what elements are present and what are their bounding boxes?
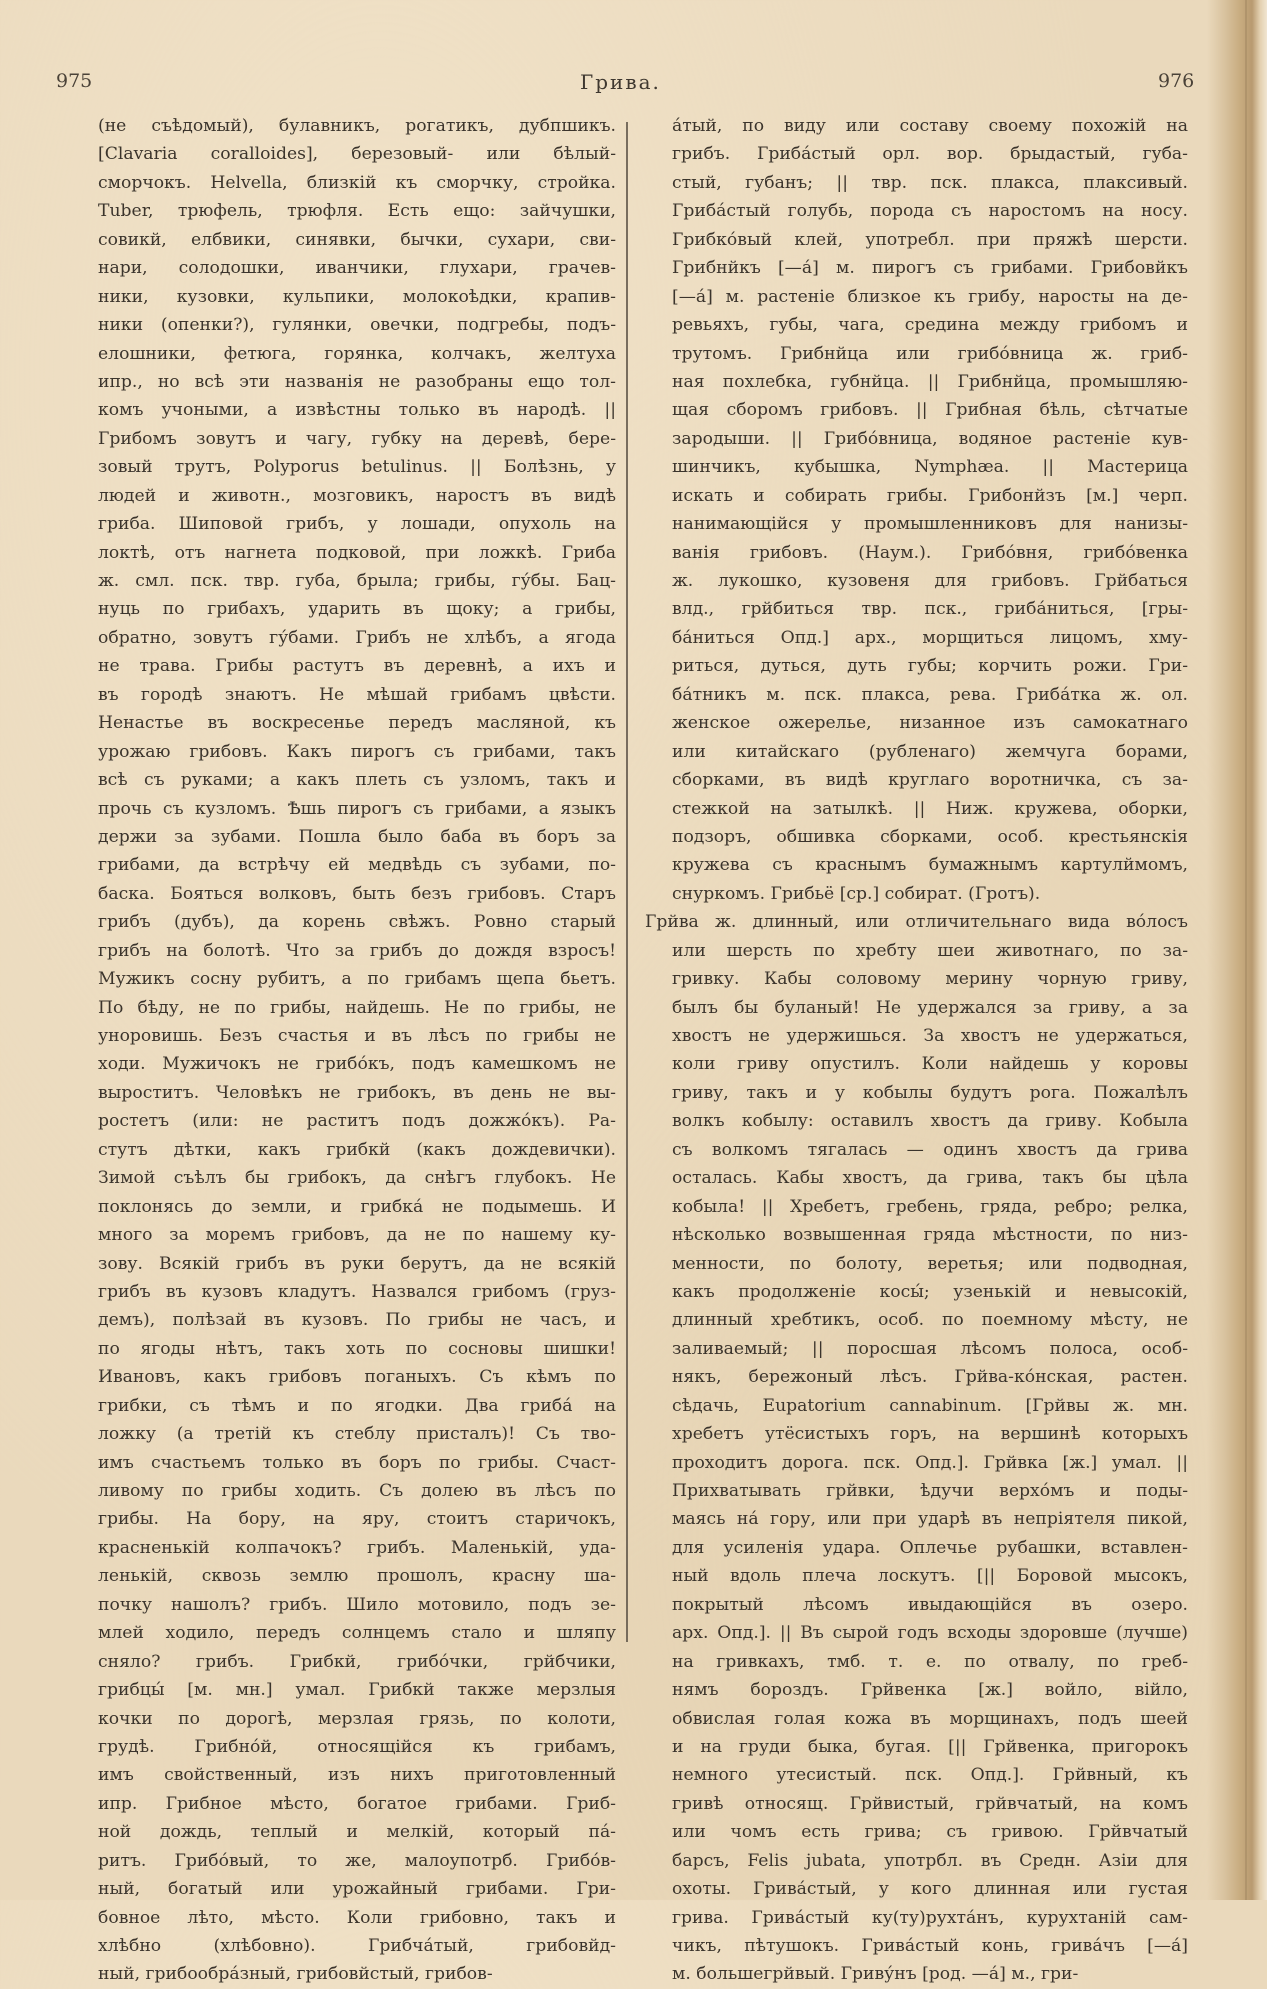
text-line: бовное лѣто, мѣсто. Коли грибовно, такъ и: [98, 1907, 616, 1928]
text-line: кочки по дорогѣ, мерзлая грязь, по колоти,: [98, 1708, 616, 1729]
text-line: ритъ. Грибо́вый, то же, малоупотрб. Грибо́в-: [98, 1850, 616, 1871]
text-line: или чомъ есть грива; съ гривою. Грйвчатый: [672, 1822, 1188, 1843]
text-line: зову. Всякій грибъ въ руки берутъ, да не всякій: [98, 1253, 616, 1274]
text-line: хребетъ утёсистыхъ горъ, на вершинѣ которыхъ: [672, 1424, 1188, 1445]
running-title: Грива.: [580, 70, 661, 94]
text-line: урожаю грибовъ. Какъ пирогъ съ грибами, такъ: [98, 741, 616, 762]
text-line: поклонясь до земли, и грибка́ не подымешь. И: [98, 1196, 616, 1217]
text-line: грудѣ. Грибно́й, относящійся къ грибамъ,: [98, 1736, 616, 1757]
text-line: держи за зубами. Пошла было баба въ боръ за: [98, 826, 616, 847]
text-line: длинный хребтикъ, особ. по поемному мѣсту, не: [672, 1310, 1188, 1331]
text-line: грибки, съ тѣмъ и по ягодки. Два гриба́ на: [98, 1395, 616, 1416]
text-line: Зимой съѣлъ бы грибокъ, да снѣгъ глубокъ. Не: [98, 1168, 616, 1189]
text-line: ная похлебка, губнйца. || Грибнйца, промышляю-: [672, 371, 1188, 392]
text-line: демъ), полѣзай въ кузовъ. По грибы не часъ, и: [98, 1310, 616, 1331]
text-line: выроститъ. Человѣкъ не грибокъ, въ день не вы-: [98, 1082, 616, 1103]
text-line: а́тый, по виду или составу своему похожій на: [672, 116, 1188, 136]
text-line: нямъ бороздъ. Грйвенка [ж.] войло, війло,: [672, 1680, 1188, 1701]
text-line: менности, по болоту, веретья; или подводная,: [672, 1253, 1188, 1274]
text-line: ростетъ (или: не раститъ подъ дожжо́къ). Ра-: [98, 1111, 616, 1132]
text-line: някъ, бережоный лѣсъ. Грйва-ко́нская, растен.: [672, 1367, 1188, 1388]
text-line: грибами, да встрѣчу ей медвѣдь съ зубами, по-: [98, 855, 616, 876]
text-line: ной дождь, теплый и мелкій, который па́-: [98, 1822, 616, 1843]
text-line: ходи. Мужичокъ не грибо́къ, подъ камешкомъ не: [98, 1054, 616, 1075]
text-line: волкъ кобылу: оставилъ хвостъ да гриву. Кобыла: [672, 1111, 1188, 1132]
text-line: ж. лукошко, кузовеня для грибовъ. Грйбаться: [672, 571, 1188, 591]
text-line: стый, губанъ; || твр. пск. плакса, плаксивый.: [672, 172, 1188, 193]
text-line: [—а́] м. растеніе близкое къ грибу, наросты на де-: [672, 286, 1188, 307]
text-line: грибъ въ кузовъ кладутъ. Назвался грибомъ (груз-: [98, 1281, 616, 1302]
text-line: Грйва ж. длинный, или отличительнаго вида во́лосъ: [645, 912, 1188, 933]
text-line: и на груди быка, бугая. [|| Грйвенка, пригорокъ: [672, 1736, 1188, 1757]
text-line: красненькій колпачокъ? грибъ. Маленькій, уда-: [98, 1537, 616, 1558]
text-line: Прихватывать грйвки, ѣдучи верхо́мъ и поды-: [672, 1481, 1188, 1501]
text-line: снуркомъ. Грибьё [ср.] собират. (Гротъ).: [672, 883, 1041, 904]
text-line: имъ счастьемъ только въ боръ по грибы. Счаст-: [98, 1452, 616, 1473]
text-line: Грибко́вый клей, употребл. при пряжѣ шерсти.: [672, 229, 1188, 250]
text-line: кобыла! || Хребетъ, гребень, гряда, ребро; релка,: [672, 1196, 1188, 1217]
text-line: баска. Бояться волковъ, быть безъ грибовъ. Старъ: [98, 883, 616, 904]
text-line: Грибнйкъ [—а́] м. пирогъ съ грибами. Грибовйкъ: [672, 258, 1188, 279]
text-line: ливому по грибы ходить. Съ долею въ лѣсъ по: [98, 1481, 616, 1501]
text-line: грибъ на болотѣ. Что за грибъ до дождя взросъ!: [98, 940, 616, 961]
text-line: ж. смл. пск. твр. губа, брыла; грибы, гу́бы. Бац-: [98, 571, 616, 591]
text-line: ипр. Грибное мѣсто, богатое грибами. Гриб-: [98, 1793, 616, 1814]
text-line: кружева съ краснымъ бумажнымъ картулймомъ,: [672, 855, 1188, 876]
text-line: нѣсколько возвышенная гряда мѣстности, по низ-: [672, 1225, 1188, 1246]
text-line: для усиленія удара. Оплечье рубашки, вставлен-: [672, 1537, 1188, 1558]
text-line: не трава. Грибы растутъ въ деревнѣ, а ихъ и: [98, 656, 616, 677]
text-line: грибы. На бору, на яру, стоитъ старичокъ,: [98, 1509, 616, 1530]
left-column: [98, 112, 616, 1989]
text-line: Tuber, трюфель, трюфля. Есть ещо: зайчушки,: [98, 201, 616, 222]
text-line: ный вдоль плеча лоскутъ. [|| Боровой мысокъ,: [672, 1566, 1188, 1587]
text-line: искать и собирать грибы. Грибонйзъ [м.] черп.: [672, 485, 1188, 506]
text-line: ленькій, сквозь землю прошолъ, красну ша-: [98, 1566, 616, 1587]
text-line: ложку (а третій къ стеблу присталъ)! Съ тво-: [98, 1424, 616, 1445]
book-spine-shadow: [1207, 0, 1267, 1900]
text-line: нуць по грибахъ, ударить въ щоку; а грибы,: [98, 599, 616, 620]
text-line: (не съѣдомый), булавникъ, рогатикъ, дубпшикъ.: [98, 116, 616, 136]
text-line: коли гриву опустилъ. Коли найдешь у коровы: [672, 1054, 1188, 1075]
column-divider: [626, 122, 628, 1642]
text-line: уноровишь. Безъ счастья и въ лѣсъ по грибы не: [98, 1026, 616, 1046]
text-line: маясь на́ гору, или при ударѣ въ непріятеля пикой,: [672, 1509, 1188, 1530]
text-line: ники, кузовки, кульпики, молокоѣдки, крапив-: [98, 286, 616, 307]
text-line: или китайскаго (рубленаго) жемчуга борами,: [672, 741, 1188, 762]
text-line: щая сборомъ грибовъ. || Грибная бѣль, сѣтчатые: [672, 400, 1188, 421]
text-line: Грибомъ зовутъ и чагу, губку на деревѣ, бере-: [98, 428, 616, 449]
page-header: [0, 70, 1267, 100]
text-line: какъ продолженіе косы́; узенькій и невысокій,: [672, 1281, 1188, 1302]
text-line: совикй, елбвики, синявки, бычки, сухари, сви-: [98, 229, 616, 250]
text-line: всѣ съ руками; а какъ плеть съ узломъ, такъ и: [98, 770, 616, 791]
text-line: ба́тникъ м. пск. плакса, рева. Гриба́тка ж. ол.: [672, 684, 1188, 705]
text-line: гриву, такъ и у кобылы будутъ рога. Пожалѣлъ: [672, 1082, 1188, 1103]
text-line: сѣдачь, Eupatorium cannabinum. [Грйвы ж. мн.: [672, 1395, 1188, 1416]
text-line: ипр., но всѣ эти названія не разобраны ещо тол-: [98, 371, 616, 392]
text-line: По бѣду, не по грибы, найдешь. Не по грибы, не: [98, 997, 616, 1018]
text-line: [Clavaria coralloides], березовый- или бѣлый-: [98, 144, 616, 165]
text-line: трутомъ. Грибнйца или грибо́вница ж. гриб-: [672, 343, 1188, 364]
text-line: грибъ. Гриба́стый орл. вор. брыдастый, губа-: [672, 144, 1188, 165]
text-line: хлѣбно (хлѣбовно). Грибча́тый, грибовйд-: [98, 1936, 616, 1956]
text-line: подзоръ, обшивка сборками, особ. крестьянскія: [672, 826, 1188, 847]
text-line: арх. Опд.]. || Въ сырой годъ всходы здоровше (лучше): [672, 1623, 1188, 1644]
text-line: ба́ниться Опд.] арх., морщиться лицомъ, хму-: [672, 627, 1188, 648]
text-line: въ городѣ знаютъ. Не мѣшай грибамъ цвѣсти.: [98, 684, 616, 705]
text-line: или шерсть по хребту шеи животнаго, по за-: [672, 940, 1188, 961]
text-line: ревьяхъ, губы, чага, средина между грибомъ и: [672, 315, 1188, 336]
text-line: охоты. Грива́стый, у кого длинная или густая: [672, 1879, 1188, 1900]
page-number-right: 976: [1158, 70, 1195, 92]
text-line: женское ожерелье, низанное изъ самокатнаго: [672, 713, 1188, 734]
text-line: гривку. Кабы соловому мерину чорную гриву,: [672, 969, 1188, 990]
text-line: влд., грйбиться твр. пск., гриба́ниться, [гры-: [672, 599, 1188, 620]
text-line: былъ бы буланый! Не удержался за гриву, а за: [672, 997, 1188, 1018]
text-line: осталась. Кабы хвостъ, да грива, такъ бы цѣла: [672, 1168, 1188, 1189]
text-line: ный, богатый или урожайный грибами. Гри-: [98, 1879, 616, 1900]
text-line: чикъ, пѣтушокъ. Грива́стый конь, грива́чъ [—а́]: [672, 1936, 1188, 1956]
text-line: людей и животн., мозговикъ, наростъ въ видѣ: [98, 485, 616, 506]
text-line: сморчокъ. Helvella, близкій къ сморчку, стройка.: [98, 172, 616, 193]
text-line: гриба. Шиповой грибъ, у лошади, опухоль на: [98, 514, 616, 535]
page-edge-line: [1245, 0, 1247, 1900]
text-line: локтѣ, отъ нагнета подковой, при ложкѣ. Гриба: [98, 542, 616, 563]
text-line: нанимающійся у промышленниковъ для нанизы-: [672, 514, 1188, 535]
text-line: Ненастье въ воскресенье передъ масляной, къ: [98, 713, 616, 734]
text-line: немного утесистый. пск. Опд.]. Грйвный, къ: [672, 1765, 1188, 1786]
text-line: сняло? грибъ. Грибкй, грибо́чки, грйбчики,: [98, 1651, 616, 1672]
text-line: имъ свойственный, изъ нихъ приготовленный: [98, 1765, 616, 1786]
text-line: шинчикъ, кубышка, Nymphæa. || Мастерица: [672, 457, 1188, 478]
text-line: ники (опенки?), гулянки, овечки, подгребы, подъ-: [98, 315, 616, 336]
page-number-left: 975: [56, 70, 93, 92]
text-line: Ивановъ, какъ грибовъ поганыхъ. Съ кѣмъ по: [98, 1367, 616, 1388]
text-line: заливаемый; || поросшая лѣсомъ полоса, особ-: [672, 1338, 1188, 1359]
text-line: елошники, фетюга, горянка, колчакъ, желтуха: [98, 343, 616, 364]
text-line: риться, дуться, дуть губы; корчить рожи. Гри-: [672, 656, 1188, 677]
text-line: покрытый лѣсомъ ивыдающійся въ озеро.: [672, 1594, 1188, 1615]
text-line: нари, солодошки, иванчики, глухари, грачев-: [98, 258, 616, 279]
text-line: обратно, зовутъ гу́бами. Грибъ не хлѣбъ, а ягода: [98, 627, 616, 648]
text-line: прочь съ кузломъ. Ѣшь пирогъ съ грибами, а языкъ: [98, 798, 616, 819]
text-line: много за моремъ грибовъ, да не по нашему ку-: [98, 1225, 616, 1246]
text-line: сборками, въ видѣ круглаго воротничка, съ за-: [672, 770, 1188, 791]
text-line: стутъ дѣтки, какъ грибкй (какъ дождевички).: [98, 1139, 616, 1160]
text-line: грибъ (дубъ), да корень свѣжъ. Ровно старый: [98, 912, 616, 933]
text-line: на гривкахъ, тмб. т. е. по отвалу, по греб-: [672, 1651, 1188, 1672]
text-line: грива. Грива́стый ку(ту)рухта́нъ, курухтаній сам-: [672, 1907, 1188, 1928]
text-line: зародыши. || Грибо́вница, водяное растеніе кув-: [672, 428, 1188, 449]
text-line: почку нашолъ? грибъ. Шило мотовило, подъ зе-: [98, 1594, 616, 1615]
text-line: Мужикъ сосну рубитъ, а по грибамъ щепа бьетъ.: [98, 969, 616, 990]
right-column: [645, 112, 1188, 1989]
text-line: хвостъ не удержишься. За хвостъ не удержаться,: [672, 1026, 1188, 1046]
text-line: съ волкомъ тягалась — одинъ хвостъ да грива: [672, 1139, 1188, 1160]
text-line: м. большегрйвый. Гриву́нъ [род. —а́] м., гри-: [672, 1964, 1079, 1985]
text-line: млей ходило, передъ солнцемъ стало и шляпу: [98, 1623, 616, 1644]
text-line: стежкой на затылкѣ. || Ниж. кружева, оборки,: [672, 798, 1188, 819]
text-line: грибцы́ [м. мн.] умал. Грибкй также мерзлыя: [98, 1680, 616, 1701]
text-line: комъ учоными, а извѣстны только въ народѣ. ||: [98, 400, 616, 421]
text-line: зовый трутъ, Polyporus betulinus. || Болѣзнь, у: [98, 457, 616, 478]
text-line: гривѣ относящ. Грйвистый, грйвчатый, на комъ: [672, 1793, 1188, 1814]
text-line: по ягоды нѣтъ, такъ хоть по сосновы шишки!: [98, 1338, 616, 1359]
text-line: Гриба́стый голубь, порода съ наростомъ на носу.: [672, 201, 1188, 222]
text-line: ванія грибовъ. (Наум.). Грибо́вня, грибо́венка: [672, 542, 1188, 563]
text-line: проходитъ дорога. пск. Опд.]. Грйвка [ж.] умал. ||: [672, 1452, 1188, 1473]
text-line: обвислая голая кожа въ морщинахъ, подъ шеей: [672, 1708, 1188, 1729]
text-line: барсъ, Felis jubata, употрбл. въ Средн. Азіи для: [672, 1850, 1188, 1871]
text-line: ный, грибообра́зный, грибовйстый, грибов-: [98, 1964, 493, 1985]
